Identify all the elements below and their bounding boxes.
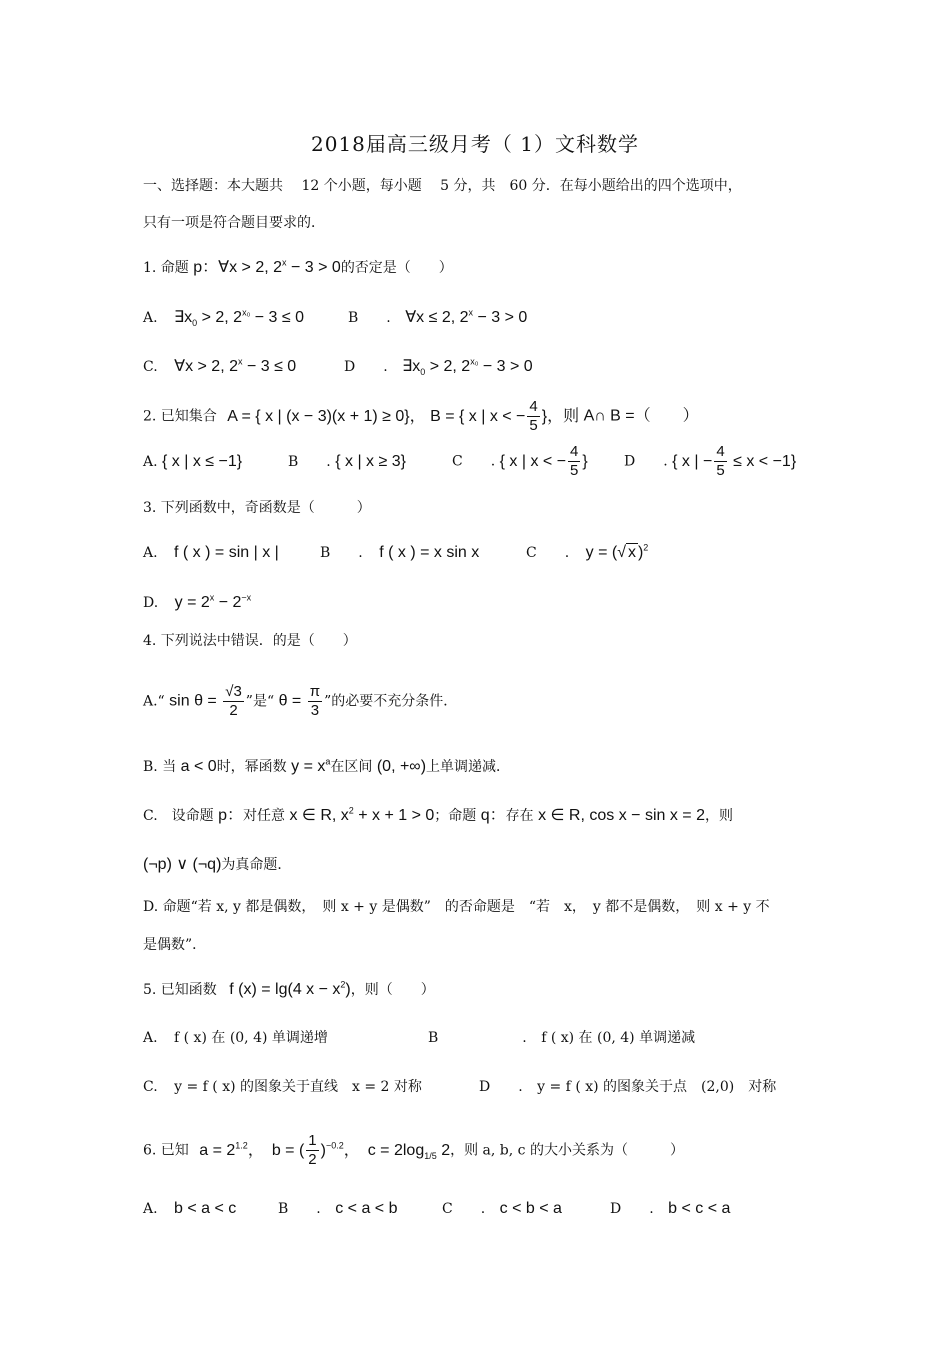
question-1-option-a: A. $\exists x_0 > 2$, $2^{x_0} - 3 \le 0$ [143, 307, 305, 329]
question-5-option-d: D . y = f ( x) 的图象关于点 (2,0) 对称 [479, 1079, 777, 1095]
question-5-option-a: A. f ( x) 在 (0, 4) 单调递增 [143, 1030, 328, 1046]
question-4-option-b: B. 当 a < 0时，幂函数 $y = x^a$在区间 (0, +∞)上单调递减． [143, 756, 511, 775]
question-number: 2. 已知集合 [143, 408, 217, 425]
question-4-option-c: C. 设命题 p：对任意 x ∈ R, $x^2 + x + 1 > 0$；命题 q：存在 x ∈ R, cos x − sin x = 2，则 [143, 805, 733, 824]
question-3-option-d: D. $y = 2^x - 2^{-x}$ [143, 592, 252, 611]
question-6-option-a: A. b < a < c [143, 1200, 237, 1217]
set-a-definition: A = { x | (x − 3)(x + 1) ≥ 0}， [227, 407, 426, 425]
question-5-stem: 5. 已知函数 f (x) = lg(4 $x - x^2$)，则（ ） [143, 979, 435, 998]
question-text: 的否定是（ ） [340, 260, 453, 276]
question-6-option-c: C . c < b < a [442, 1200, 562, 1217]
question-1-option-c: C. ∀x > 2, $2^x - 3 \le 0$ [143, 356, 297, 375]
question-4-option-d: D. 命题“若 x, y 都是偶数， 则 x + y 是偶数” 的否命题是 “若 x， y 都不是偶数， 则 x + y 不 [143, 899, 770, 915]
question-4-option-d-continued: 是偶数”． [143, 937, 207, 953]
question-1-option-b: B . ∀x ≤ 2, $2^x - 3 > 0$ [348, 307, 528, 326]
question-3-stem: 3. 下列函数中，奇函数是（ ） [143, 500, 371, 516]
page-title: 2018届高三级月考（ 1）文科数学 [311, 132, 639, 156]
question-2-option-d: D . { x | − $\frac{4}{5}$ ≤ x < −1} [624, 443, 797, 479]
question-2-option-b: B . { x | x ≥ 3} [288, 453, 406, 470]
section-intro-line-1: 一、选择题：本大题共 12 个小题，每小题 5 分，共 60 分．在每小题给出的四个选项中， [143, 178, 742, 194]
question-1-stem [143, 258, 453, 278]
set-b-definition: B = { x | x < − $\frac{4}{5}$ }，则 [430, 398, 580, 434]
math-expression: p：∀x > 2, $2^x - 3 > 0$ [193, 257, 341, 276]
question-2-stem [143, 398, 699, 435]
question-text: A∩ B =（ ） [583, 407, 699, 425]
question-5-option-c: C. y = f ( x) 的图象关于直线 x = 2 对称 [143, 1079, 422, 1095]
question-5-option-b: B . f ( x) 在 (0, 4) 单调递减 [428, 1030, 696, 1046]
question-2-option-a: A. { x | x ≤ −1} [143, 453, 243, 470]
question-3-option-b: B . f ( x ) = x sin x [320, 544, 480, 561]
question-6-option-b: B . c < a < b [278, 1200, 398, 1217]
section-intro-line-2: 只有一项是符合题目要求的． [143, 215, 325, 231]
question-4-option-c-continued: (¬p) ∨ (¬q)为真命题． [143, 856, 292, 873]
question-1-option-d: D . $\exists x_0 > 2$, $2^{x_0} - 3 > 0$ [344, 356, 533, 378]
question-number: 1. 命题 [143, 260, 189, 276]
question-6-stem: 6. 已知 $a = 2^{1.2}$， b = ( $\frac{1}{2}$ )$^{-0.2}$， $c = 2\log_{1/5}$ 2，则 a, b, c 的大小关系为（ ） [143, 1132, 684, 1168]
question-4-stem: 4. 下列说法中错误．的是（ ） [143, 633, 357, 649]
question-3-option-a: A. f ( x ) = sin | x | [143, 544, 279, 561]
question-4-option-a: A.“ sin θ = $\frac{√3}{2}$ ”是“ θ = $\frac{\pi}{3}$ ”的必要不充分条件． [143, 683, 458, 719]
question-6-option-d: D . b < c < a [610, 1200, 731, 1217]
question-3-option-c: C . y = (√ x )$^2$ [526, 542, 649, 561]
question-2-option-c: C . { x | x < − $\frac{4}{5}$ } [452, 443, 588, 479]
